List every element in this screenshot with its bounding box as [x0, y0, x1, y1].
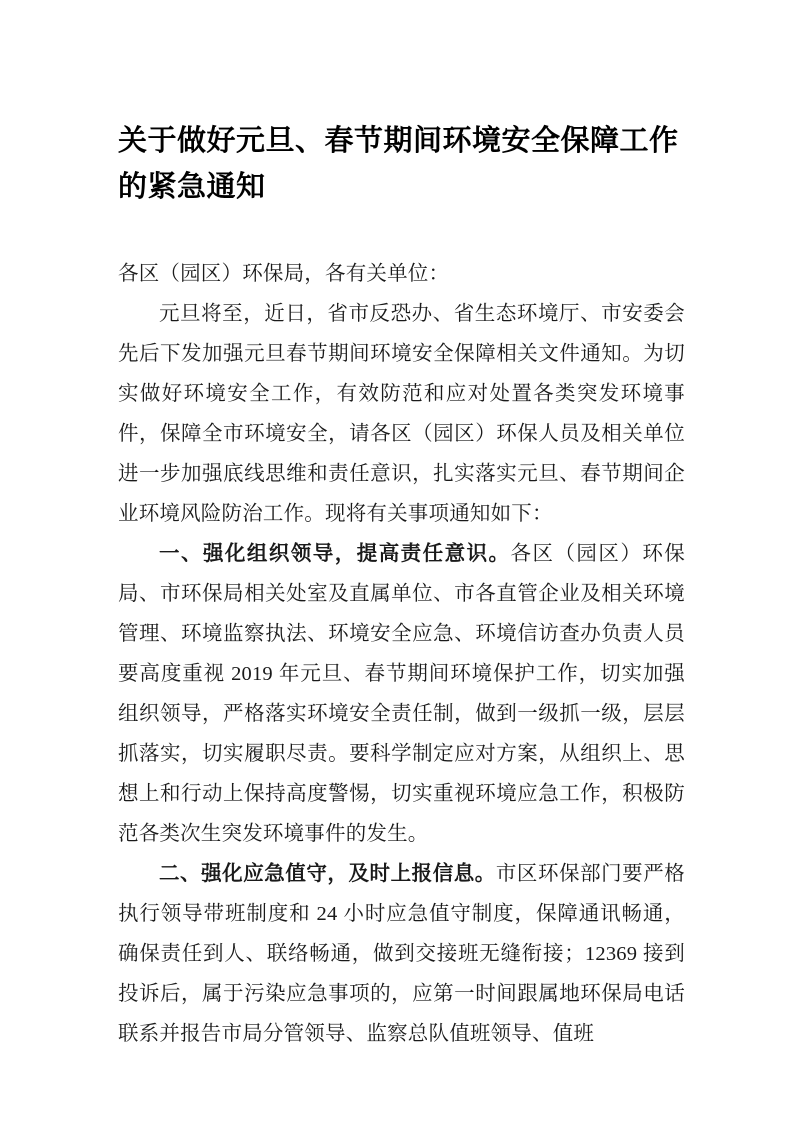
paragraph-3-lead: 二、强化应急值守，及时上报信息。 [159, 862, 496, 885]
salutation: 各区（园区）环保局，各有关单位： [118, 263, 450, 285]
paragraph-1-text: 元旦将至，近日，省市反恐办、省生态环境厅、市安委会先后下发加强元旦春节期间环境安全保障相关文件通知。为切实做好环境安全工作，有效防范和应对处置各类突发环境事件，保障全市环境安全，请各区（园区）环保人员及相关单位进一步加强底线思维和责任意识，扎实落实元旦、春节期间企业环境风险防治工作。现将有关事项通知如下： [118, 303, 685, 525]
paragraph-2 [118, 534, 685, 854]
paragraph-2-text: 各区（园区）环保局、市环保局相关处室及直属单位、市各直管企业及相关环境管理、环境监察执法、环境安全应急、环境信访查办负责人员要高度重视 2019 年元旦、春节期间环境保护工作，切实加强组织领导，严格落实环境安全责任制，做到一级抓一级，层层抓落实，切实履职尽责。要科学制定应对方案，从组织上、思想上和行动上保持高度警惕，切实重视环境应急工作，积极防范各类次生突发环境事件的发生。 [118, 543, 685, 845]
paragraph-2-lead: 一、强化组织领导，提高责任意识。 [159, 542, 511, 565]
paragraph-3-text: 市区环保部门要严格执行领导带班制度和 24 小时应急值守制度，保障通讯畅通，确保责任到人、联络畅通，做到交接班无缝衔接；12369 接到投诉后，属于污染应急事项的，应第一时间跟属地环保局电话联系并报告市局分管领导、监察总队值班领导、值班 [118, 863, 685, 1045]
document-body [118, 254, 685, 1054]
page-title: 关于做好元旦、春节期间环境安全保障工作的紧急通知 [118, 125, 679, 203]
paragraph-1 [118, 294, 685, 534]
paragraph-3 [118, 854, 685, 1054]
